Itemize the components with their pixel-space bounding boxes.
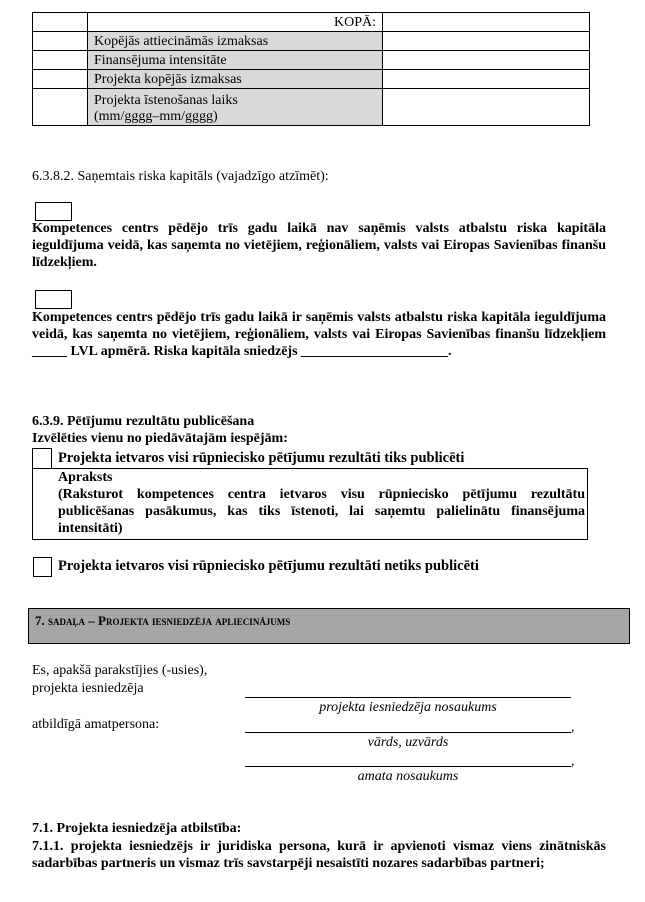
option-risk-capital: Kompetences centrs pēdējo trīs gadu laikā ir saņēmis valsts atbalstu riska kapitāla ieguldījuma veidā, kas saņemta no vietējiem, reģionāliem, valsts vai Eiropas Savienības finanšu līdzekļiem _____ LVL apmērā. Riska kapitāla sniedzējs _____________________. [32, 310, 606, 359]
applicant-name-caption: projekta iesniedzēja nosaukums [319, 700, 497, 715]
description-text: (Raksturot kompetences centra ietvaros visu rūpniecisko pētījumu rezultātu publicēšanas pasākumus, kas tiks īstenoti, lai saņemtu palielinātu finansējuma intensitāti) [58, 487, 585, 536]
requirement-711: 7.1.1. projekta iesniedzējs ir juridiska persona, kurā ir apvienoti vismaz viens zinātniskās sadarbības partneris un vismaz trīs savstarpēji nesaistīti nozares sadarbības partneri; [32, 839, 606, 871]
position-caption: amata nosaukums [357, 769, 459, 784]
section-heading-639: 6.3.9. Pētījumu rezultātu publicēšana [32, 414, 255, 429]
position-field[interactable] [245, 766, 571, 767]
section-heading-6382: 6.3.8.2. Saņemtais riska kapitāls (vajadzīgo atzīmēt): [32, 169, 329, 184]
row-label: Projekta kopējās izmaksas [88, 70, 383, 89]
value-cell[interactable] [383, 89, 590, 126]
instruction: Izvēlēties vienu no piedāvātajām iespējām: [32, 431, 288, 446]
checkbox-publish[interactable] [32, 448, 52, 469]
row-label: Kopējās attiecināmās izmaksas [88, 32, 383, 51]
value-cell[interactable] [383, 51, 590, 70]
description-title: Apraksts [58, 470, 113, 485]
comma: , [571, 754, 575, 769]
person-name-caption: vārds, uzvārds [367, 735, 449, 750]
declaration-line: Es, apakšā parakstījies (-usies), [32, 663, 208, 678]
budget-table [32, 12, 590, 126]
row-label: Projekta īstenošanas laiks (mm/gggg–mm/gggg) [88, 89, 383, 126]
checkbox-no-risk-capital[interactable] [35, 202, 72, 221]
person-name-field[interactable] [245, 732, 571, 733]
description-box[interactable] [32, 468, 588, 540]
applicant-name-field[interactable] [245, 697, 571, 698]
declaration-line: atbildīgā amatpersona: [32, 717, 160, 732]
comma: , [571, 720, 575, 735]
section-7-header [28, 608, 630, 644]
row-label: Finansējuma intensitāte [88, 51, 383, 70]
option-no-risk-capital: Kompetences centrs pēdējo trīs gadu laikā nav saņēmis valsts atbalstu riska kapitāla ieguldījuma veidā, kas saņemta no vietējiem, reģionāliem, valsts vai Eiropas Savienības finanšu līdzekļiem. [32, 221, 606, 270]
option-publish: Projekta ietvaros visi rūpniecisko pētījumu rezultāti tiks publicēti [58, 450, 465, 466]
value-cell[interactable] [383, 32, 590, 51]
checkbox-risk-capital[interactable] [35, 290, 72, 309]
value-cell[interactable] [383, 70, 590, 89]
option-not-publish: Projekta ietvaros visi rūpniecisko pētījumu rezultāti netiks publicēti [58, 558, 479, 574]
total-label: KOPĀ: [88, 13, 383, 32]
declaration-line: projekta iesniedzēja [32, 681, 144, 696]
section-7-title: 7. sadaļa – Projekta iesniedzēja apliecinājums [35, 613, 291, 628]
section-heading-71: 7.1. Projekta iesniedzēja atbilstība: [32, 821, 242, 836]
checkbox-not-publish[interactable] [33, 557, 52, 577]
